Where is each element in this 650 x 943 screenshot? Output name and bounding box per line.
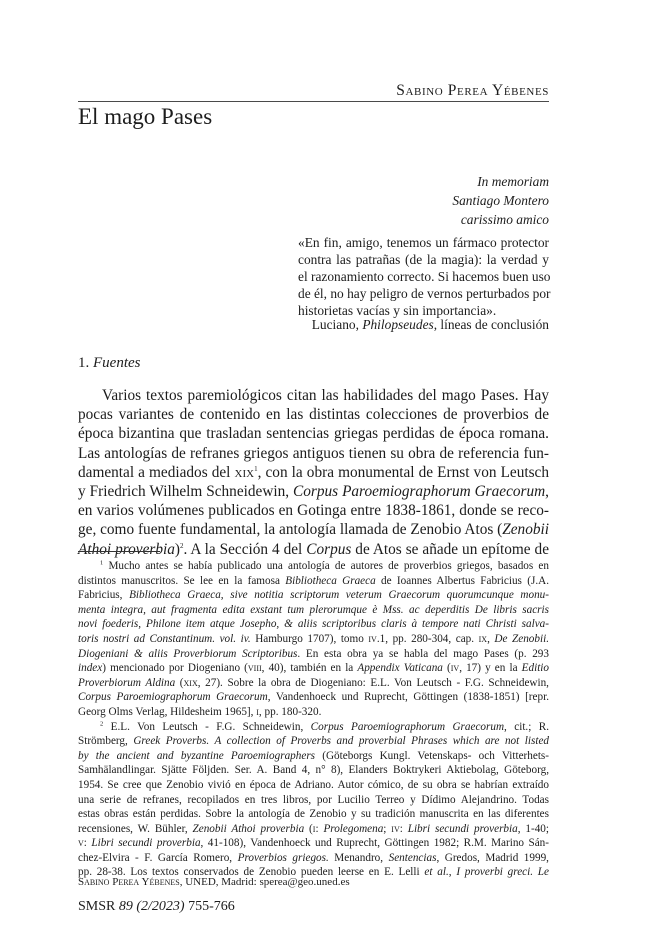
footnote-1-line: $^1$ Mucho antes se había publicado una antología de autores de proverbios griegos, basados en (100, 559, 549, 572)
footnote-1-line: novi foederis, Philone item atque Josepho, & aliis scriptoribus claris à tempore nati Christi salva- (78, 618, 549, 631)
body-line: damental a mediados del xix$^1$, con la obra monumental de Ernst von Leutsch (78, 463, 549, 481)
footnote-1-line: Diogeniani & aliis Proverbiorum Scriptoribus. En esta obra ya se habla del mago Pases (p. 293 (78, 647, 549, 660)
footnote-1-line: menta integra, aut fragmenta edita exstant tum plerorumque è Mss. ac deperditis De libris sacris (78, 603, 549, 616)
footnote-2-line: Samhälandlingar. Sjätte Följden. Ser. A. Band 4, n° 8), Elanders Boktrykeri Aktiebolag, Göteborg, (78, 764, 549, 777)
footnotes (78, 559, 549, 880)
footnote-1-line: Fabricius, Bibliotheca Graeca, sive notitia scriptorum veterum Graecorum quorumcunque monu- (78, 589, 549, 602)
footnote-separator (78, 551, 160, 552)
dedication-line: carissimo amico (460, 212, 549, 227)
footnote-2-line: recensiones, W. Bühler, Zenobii Athoi proverbia (i: Prolegomena; iv: Libri secundi proverbia, 1-40; (78, 822, 550, 835)
body-line: Las antologías de refranes griegos antiguos tienen su obra de referencia fun- (78, 444, 549, 462)
dedication-line: In memoriam (477, 174, 549, 189)
running-head: Sabino Perea Yébenes (396, 82, 549, 99)
epigraph-line: contra las patrañas (de la magia): la verdad y (298, 252, 549, 268)
footnote-1-line: distintos manuscritos. Se lee en la famosa Bibliotheca Graeca de Ioannes Albertus Fabricius (J.A. (78, 574, 549, 587)
epigraph-line: «En fin, amigo, tenemos un fármaco protector (298, 235, 549, 250)
footnote-2-line: Strömberg, Greek Proverbs. A collection of Proverbs and proverbial Phrases which are not listed (78, 735, 550, 748)
footnote-ref[interactable]: 2 (179, 541, 184, 550)
body-line: en varios volúmenes publicados en Gotinga entre 1838-1861, donde se reco- (78, 502, 549, 520)
footnote-2-line: $^2$ E.L. Von Leutsch - F.G. Schneidewin, Corpus Paroemiographorum Graecorum, cit.; R. (100, 719, 549, 733)
footnote-2-line: chez-Elvira - F. García Romero, Proverbios griegos. Menandro, Sentencias, Gredos, Madrid 1999, (78, 851, 549, 864)
footnote-2-line: una serie de refranes, recopilados en tres libros, por Lucilio Terreo y Dídimo Alejandrino. Todas (78, 793, 549, 806)
author-affiliation: Sabino Perea Yébenes, UNED, Madrid: sperea@geo.uned.es (78, 876, 350, 888)
footnote-2-line: pp. 28-38. Los textos conservados de Zenobio pueden leerse en E. Lelli et al., I proverbi greci. Le (78, 866, 549, 879)
section-heading: 1. Fuentes (78, 355, 141, 371)
journal-citation: SMSR 89 (2/2023) 755-766 (78, 899, 235, 914)
footnote-1-line: index) mencionado por Diogeniano (viii, 40), también en la Appendix Vaticana (iv, 17) y en la Editio (78, 662, 550, 675)
body-line: Athoi proverbia)$^2$. A la Sección 4 del Corpus de Atos se añade un epítome de (78, 540, 549, 558)
footnote-1-line: toris nostri ad Constantinum. vol. iv. Hamburgo 1707), tomo iv.1, pp. 280-304, cap. ix, De Zenobii. (78, 632, 549, 645)
footnote-1-line: Proverbiorum Aldina (xix, 27). Sobre la obra de Diogeniano: E.L. Von Leutsch - F.G. Schneidewin, (78, 676, 549, 689)
header-rule (78, 101, 549, 102)
epigraph-line: el razonamiento correcto. Si hacemos buen uso (298, 269, 551, 285)
footnote-2-line: estas obras están perdidas. Sobre la antología de Zenobio y su tradición manuscrita en las diferentes (78, 808, 549, 821)
footnote-2-line: 1954. Se cree que Zenobio vivió en época de Adriano. Autor cómico, de su obra se habrían extraído (78, 778, 549, 791)
article-title: El mago Pases (78, 104, 213, 129)
body-line: ge, como fuente fundamental, la antología llamada de Zenobio Atos (Zenobii (78, 521, 549, 539)
dedication-line: Santiago Montero (452, 193, 549, 208)
footnote-1-line: Corpus Paroemiographorum Graecorum, Vandenhoeck und Ruprecht, Göttingen (1838-1851) [repr. (78, 691, 549, 704)
body-line: y Friedrich Wilhelm Schneidewin, Corpus Paroemiographorum Graecorum, (78, 483, 549, 501)
body-line: Varios textos paremiológicos citan las habilidades del mago Pases. Hay (102, 387, 549, 404)
body-line: pocas variantes de contenido en las distintas colecciones de proverbios de (78, 406, 549, 424)
body-line: época bizantina que trasladan sentencias griegas perdidas de época romana. (78, 425, 549, 443)
body-paragraph (78, 386, 549, 559)
footnote-ref[interactable]: 1 (254, 464, 258, 473)
epigraph (298, 234, 549, 319)
footnote-2-line: v: Libri secundi proverbia, 41-108), Vandenhoeck und Ruprecht, Göttingen 1982; R.M. Marino Sán- (78, 837, 549, 850)
dedication (0, 172, 549, 229)
epigraph-line: de él, no hay peligro de vernos perturbados por (298, 286, 551, 302)
footnote-1-line: Georg Olms Verlag, Hildesheim 1965], i, pp. 180-320. (78, 705, 322, 718)
footnote-2-line: by the ancient and byzantine Paroemiographers (Göteborgs Kungl. Vetenskaps- och Vitterhets- (78, 749, 550, 762)
epigraph-line: historietas vacías y sin importancia». (298, 303, 497, 319)
epigraph-attribution: Luciano, Philopseudes, líneas de conclusión (311, 317, 549, 332)
